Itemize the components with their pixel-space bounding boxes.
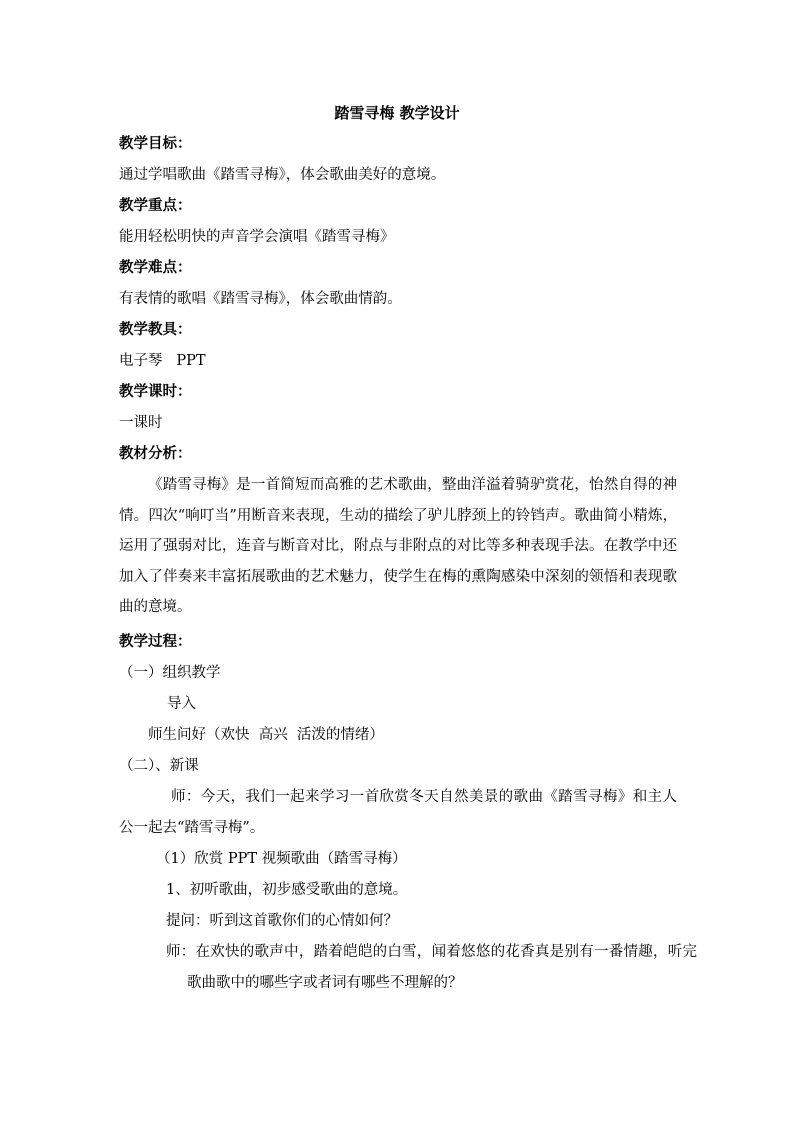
process-heading: 教学过程： xyxy=(119,633,192,650)
key-text: 能用轻松明快的声音学会演唱《踏雪寻梅》 xyxy=(119,229,395,245)
teacher-reply: 师：在欢快的歌声中，踏着皑皑的白雪，闻着悠悠的花香真是别有一番情趣，听完歌曲歌中的哪些字或者词有哪些不理解的？ xyxy=(166,944,697,991)
difficulty-heading: 教学难点： xyxy=(119,259,192,276)
hours-heading: 教学课时： xyxy=(119,383,192,400)
step1-sub: 导入 xyxy=(167,696,196,712)
key-heading: 教学重点： xyxy=(119,197,192,214)
document-title: 踏雪寻梅 教学设计 xyxy=(334,104,460,122)
question-text: 提问：听到这首歌你们的心情如何？ xyxy=(166,913,398,929)
goal-heading: 教学目标： xyxy=(119,135,192,152)
difficulty-text: 有表情的歌唱《踏雪寻梅》，体会歌曲情韵。 xyxy=(119,291,402,307)
step2-heading: （二）、新课 xyxy=(119,758,199,774)
step1-greet: 师生问好（欢快 高兴 活泼的情绪） xyxy=(148,727,384,743)
tools-heading: 教学教具： xyxy=(119,321,192,338)
analysis-heading: 教材分析： xyxy=(119,445,192,462)
sub1-heading: （1）欣赏 PPT 视频歌曲（踏雪寻梅） xyxy=(156,851,407,867)
sub1-item: 1、初听歌曲，初步感受歌曲的意境。 xyxy=(166,882,408,898)
teacher-intro: 师：今天，我们一起来学习一首欣赏冬天自然美景的歌曲《踏雪寻梅》和主人公一起去“踏雪寻梅”。 xyxy=(119,789,677,836)
tools-text: 电子琴 PPT xyxy=(119,353,206,369)
hours-text: 一课时 xyxy=(119,415,163,431)
step1-heading: （一）组织教学 xyxy=(119,665,221,681)
goal-text: 通过学唱歌曲《踏雪寻梅》，体会歌曲美好的意境。 xyxy=(119,167,446,183)
analysis-text: 《踏雪寻梅》是一首简短而高雅的艺术歌曲，整曲洋溢着骑驴赏花，怡然自得的神情。四次“响叮当”用断音来表现，生动的描绘了驴儿脖颈上的铃铛声。歌曲简小精炼，运用了强弱对比，连音与断音对比，附点与非附点的对比等多种表现手法。在教学中还加入了伴奏来丰富拓展歌曲的艺术魅力，使学生在梅的熏陶感染中深刻的领悟和表现歌曲的意境。 xyxy=(119,477,677,616)
